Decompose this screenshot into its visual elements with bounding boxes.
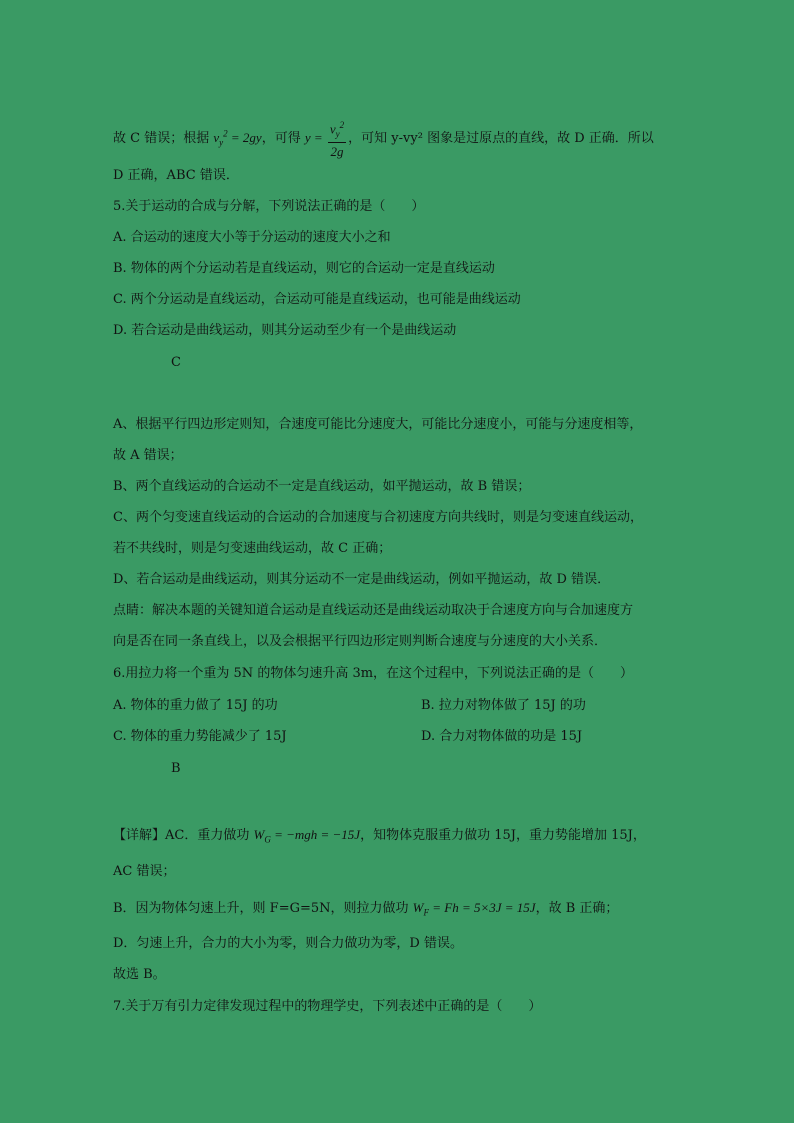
- text: ，故 B 正确；: [535, 901, 619, 916]
- option-c: C. 两个分运动是直线运动，合运动可能是直线运动，也可能是曲线运动: [113, 292, 521, 307]
- text: ，可知 y-vy² 图象是过原点的直线，故 D 正确．所以: [348, 130, 654, 146]
- equation: $W_F = Fh = 5\times 3J = 15J$: [412, 900, 536, 918]
- tip: 点睛：解决本题的关键知道合运动是直线运动还是曲线运动取决于合速度方向与合加速度方: [113, 603, 634, 618]
- option-a: A. 物体的重力做了 15J 的功: [113, 698, 278, 713]
- explanation: D、若合运动是曲线运动，则其分运动不一定是曲线运动，例如平抛运动，故 D 错误．: [113, 572, 611, 587]
- explanation: [113, 826, 646, 849]
- explanation: AC 错误；: [113, 864, 176, 879]
- equation: $W_G = -mgh = -15J$: [253, 827, 361, 845]
- equation: y = $\frac{v_y^2}{2g}$: [305, 130, 348, 145]
- text: ，可得: [261, 130, 301, 146]
- text: ，知物体克服重力做功 15J，重力势能增加 15J，: [360, 828, 646, 843]
- option-d: D. 合力对物体做的功是 15J: [421, 729, 583, 744]
- explanation: 若不共线时，则是匀变速曲线运动，故 C 正确；: [113, 541, 392, 556]
- tip: 向是否在同一条直线上，以及会根据平行四边形定则判断合速度与分速度的大小关系．: [113, 634, 608, 649]
- option-b: B. 拉力对物体做了 15J 的功: [421, 698, 586, 713]
- text: 【详解】AC．重力做功: [113, 828, 254, 843]
- explanation: B、两个直线运动的合运动不一定是直线运动，如平抛运动，故 B 错误；: [113, 479, 531, 494]
- explanation: 故 A 错误；: [113, 448, 183, 463]
- explanation: A、根据平行四边形定则知，合速度可能比分速度大，可能比分速度小，可能与分速度相等，: [113, 417, 643, 432]
- answer: C: [171, 355, 181, 370]
- question-6: 6.用拉力将一个重为 5N 的物体匀速升高 3m，在这个过程中，下列说法正确的是（ ）: [113, 666, 634, 681]
- conclusion: 故选 B。: [113, 967, 166, 982]
- option-b: B. 物体的两个分运动若是直线运动，则它的合运动一定是直线运动: [113, 261, 495, 276]
- answer: B: [171, 761, 181, 776]
- explanation: D．匀速上升，合力的大小为零，则合力做功为零，D 错误。: [113, 936, 463, 951]
- explanation: [113, 899, 618, 922]
- text: B．因为物体匀速上升，则 F=G=5N，则拉力做功: [113, 901, 413, 916]
- question-5: 5.关于运动的合成与分解，下列说法正确的是（ ）: [113, 199, 425, 214]
- text: 故 C 错误；根据: [113, 130, 210, 146]
- question-7: 7.关于万有引力定律发现过程中的物理学史，下列表述中正确的是（ ）: [113, 999, 542, 1014]
- text-line: D 正确，ABC 错误．: [113, 168, 239, 183]
- explanation: C、两个匀变速直线运动的合运动的合加速度与合初速度方向共线时，则是匀变速直线运动，: [113, 510, 643, 525]
- text-line: [113, 117, 654, 161]
- option-c: C. 物体的重力势能减少了 15J: [113, 729, 287, 744]
- option-d: D. 若合运动是曲线运动，则其分运动至少有一个是曲线运动: [113, 323, 457, 338]
- option-a: A. 合运动的速度大小等于分运动的速度大小之和: [113, 230, 391, 245]
- equation: $v_y^2 = 2gy$: [213, 128, 262, 148]
